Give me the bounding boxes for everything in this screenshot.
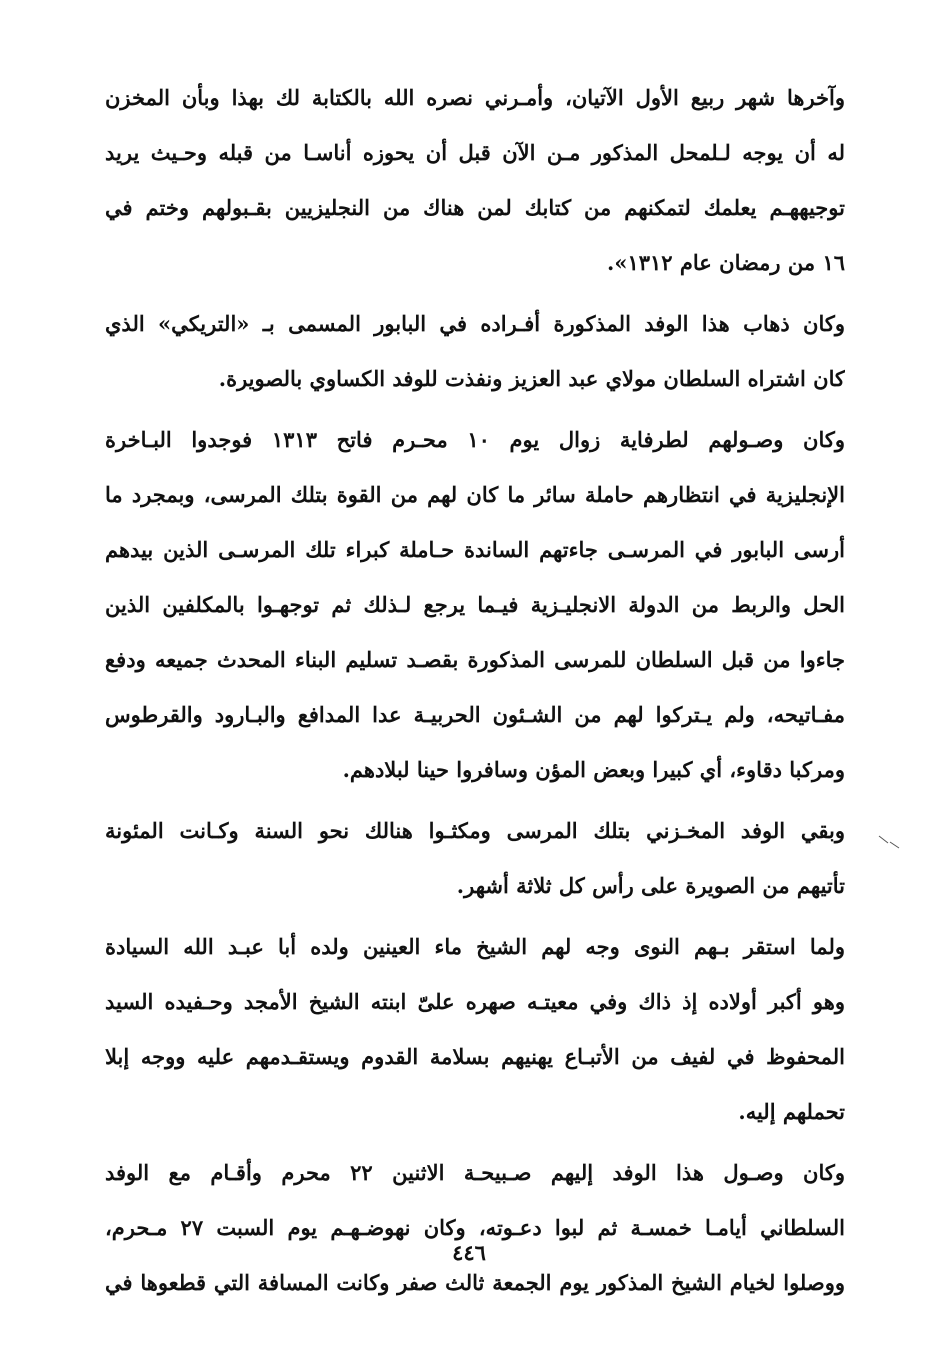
- text-line: الإنجليزية في انتظارهم حاملة سائر ما كان لهم من القوة بتلك المرسى، وبمجرد ما: [105, 482, 845, 507]
- text-line: ومركبا دقاوء، أي كبيرا وبعض المؤن وسافروا حينا لبلادهم.: [342, 757, 845, 782]
- text-line: أرسى البابور في المرسـى جاءتهم الساندة حـاملة كبراء تلك المرسـى الذين بيدهم: [105, 537, 845, 562]
- text-line: ووصلوا لخيام الشيخ المذكور يوم الجمعة ثالث صفر وكانت المسافة التي قطعوها في: [105, 1270, 845, 1295]
- text-line: له أن يوجه لـلمحل المذكور مـن الآن قبل أن يحوزه أناسـا من قبله وحـيث يريد: [105, 140, 845, 165]
- body-text: [105, 70, 845, 1310]
- paragraph-2: [105, 296, 845, 406]
- paragraph-4: [105, 803, 845, 913]
- scan-artifact-mark: [878, 835, 900, 849]
- text-line: ١٦ من رمضان عام ١٣١٢».: [607, 250, 845, 275]
- text-line: توجيههـم يعلمك لتمكنهم من كتابك لمن هناك من النجليزيين بقـبولهم وختم في: [105, 195, 845, 220]
- text-line: وكان ذهاب هذا الوفد المذكورة أفـراده في البابور المسمى بـ «التريكي» الذي: [105, 311, 845, 336]
- text-line: جاءوا من قبل السلطان للمرسى المذكورة بقصـد تسليم البناء المحدث جميعه ودفع: [105, 647, 845, 672]
- text-line: مفـاتيحه، ولم يـتركوا لهم من الشـئون الحربيـة عدا المدافع والبـارود والقرطوس: [105, 702, 845, 727]
- text-line: المحفوظ في لفيف من الأتبـاع يهنيهم بسلامة القدوم ويستقـدمهم عليه ووجه إبلا: [105, 1044, 845, 1069]
- paragraph-6: [105, 1145, 845, 1310]
- text-line: وبقي الوفد المخـزني بتلك المرسى ومكثـوا هنالك نحو السنة وكـانت المئونة: [105, 818, 845, 843]
- text-line: وهو أكبر أولاده إذ ذاك وفي معيتـه صهره علىّ ابنته الشيخ الأمجد وحـفيده السيد: [105, 989, 845, 1014]
- paragraph-3: [105, 412, 845, 797]
- text-line: وآخرها شهر ربيع الأول الآتيان، وأمـرني نصره الله بالكتابة لك بهذا وبأن المخزن: [105, 85, 845, 110]
- text-line: وكان وصـول هذا الوفد إليهم صـبيحـة الاثنين ٢٢ محرم وأقـام مع الوفد: [105, 1160, 845, 1185]
- paragraph-1: [105, 70, 845, 290]
- text-line: كان اشتراه السلطان مولاي عبد العزيز ونفذت للوفد الكساوي بالصويرة.: [218, 366, 845, 391]
- text-line: تحملهم إليه.: [738, 1099, 845, 1124]
- paragraph-5: [105, 919, 845, 1139]
- page-number: ٤٤٦: [452, 1240, 486, 1265]
- text-line: الحل والربط من الدولة الانجليـزية فيـما يرجع لـذلك ثم توجهـوا بالمكلفين الذين: [105, 592, 845, 617]
- text-line: تأتيهم من الصويرة على رأس كل ثلاثة أشهر.: [456, 873, 845, 898]
- text-line: السلطاني أيامـا خمسـة ثم لبوا دعـوته، وكان نهوضـهـم يوم السبت ٢٧ مـحرم،: [105, 1215, 845, 1240]
- text-line: وكان وصـولهم لطرفاية زوال يوم ١٠ محـرم فاتح ١٣١٣ فوجدوا البـاخرة: [105, 427, 845, 452]
- text-line: ولما استقر بـهم النوى وجه لهم الشيخ ماء العينين ولده أبا عبـد الله السيادة: [105, 934, 845, 959]
